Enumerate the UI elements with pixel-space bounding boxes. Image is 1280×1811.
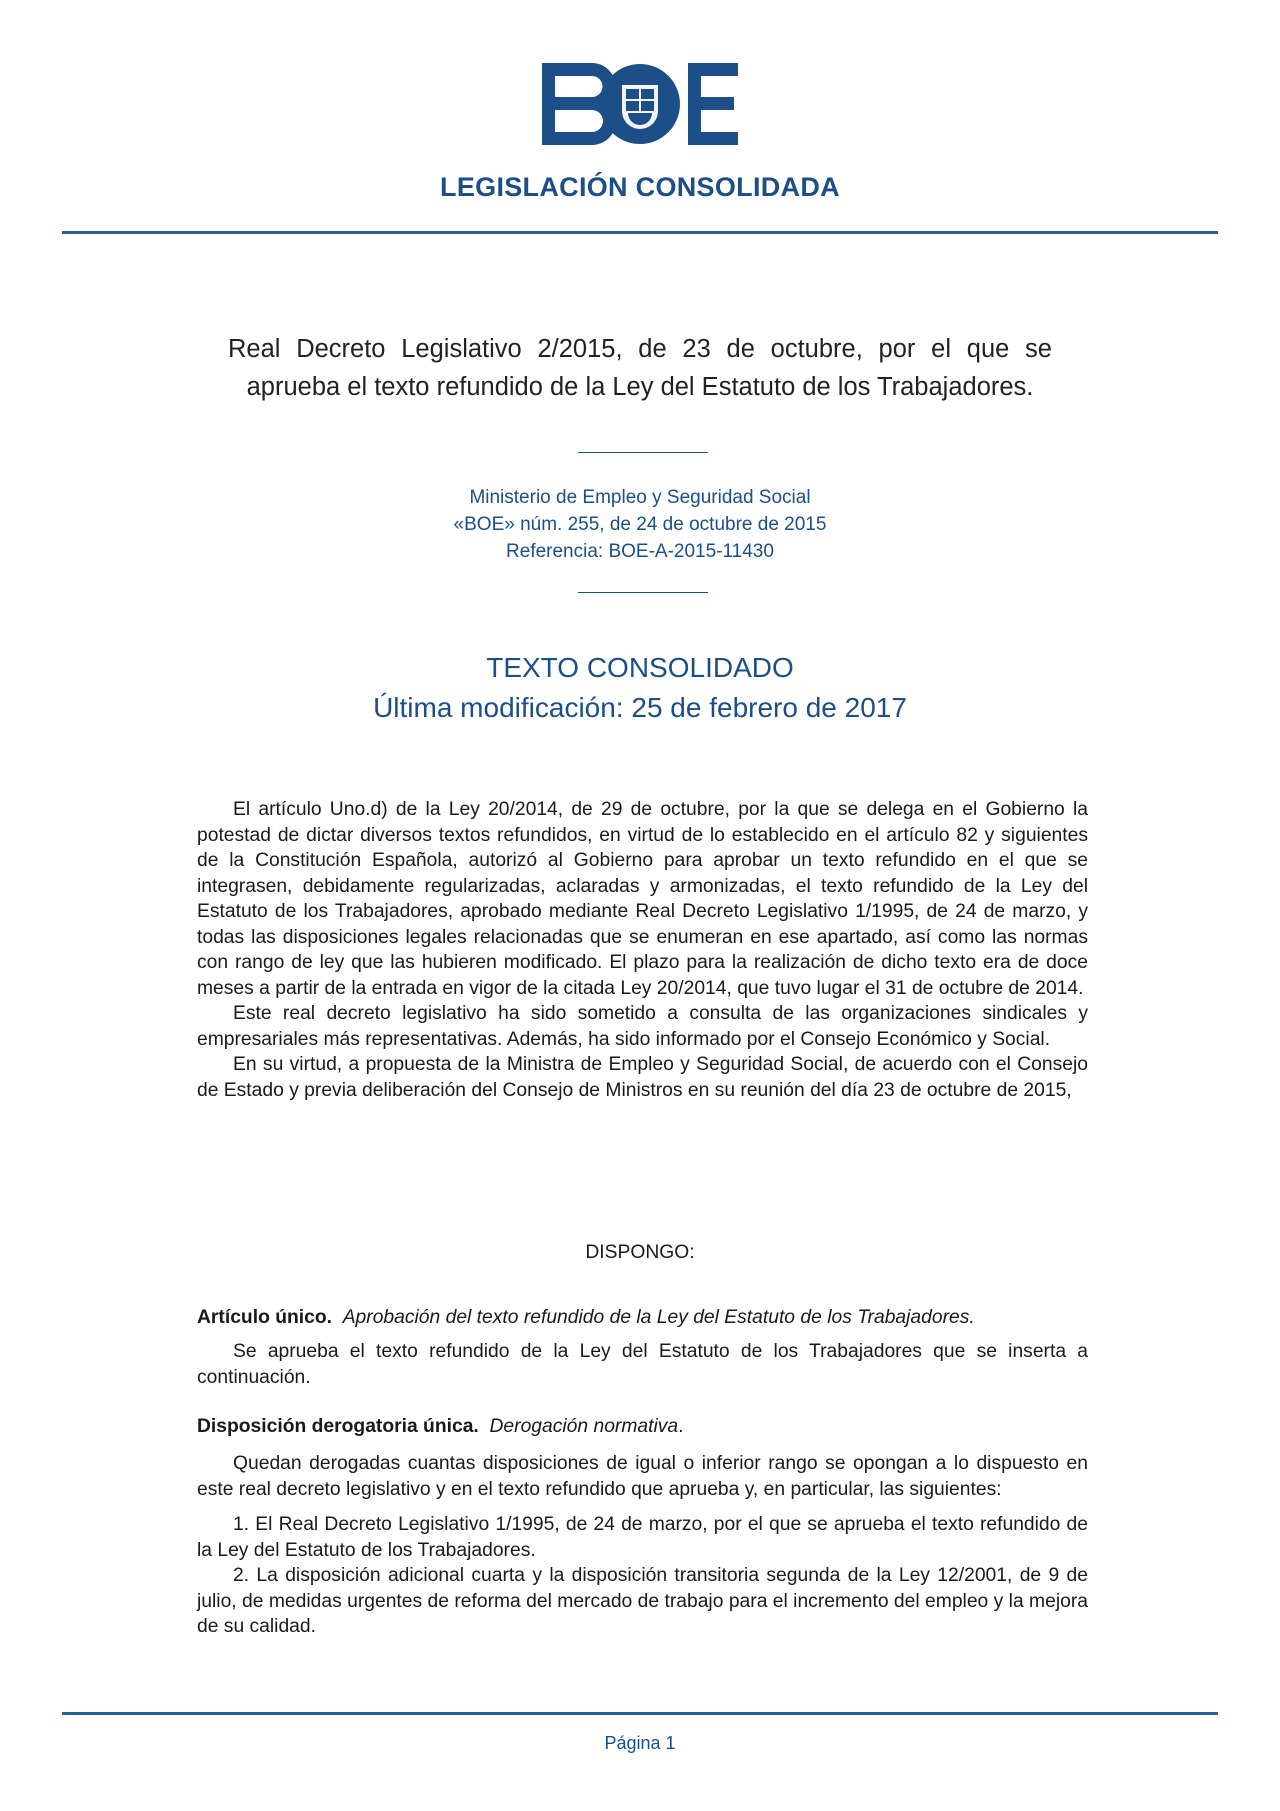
dispongo: DISPONGO: [585, 1242, 695, 1263]
collection-title: LEGISLACIÓN CONSOLIDADA [440, 172, 840, 202]
articulo-unico-title: Aprobación del texto refundido de la Ley del Estatuto de los Trabajadores. [342, 1307, 975, 1328]
last-modification: Última modificación: 25 de febrero de 2017 [373, 692, 907, 723]
derogatoria-item: 1. El Real Decreto Legislativo 1/1995, de 24 de marzo, por el que se aprueba el texto refundido de la Ley del Estatuto de los Trabajadores. [197, 1514, 1088, 1561]
preamble [197, 797, 1088, 1103]
derogatoria-title-suffix: . [678, 1416, 684, 1437]
preamble-paragraph: En su virtud, a propuesta de la Ministra de Empleo y Seguridad Social, de acuerdo con el Consejo de Estado y previa deliberación del Consejo de Ministros en su reunión del día 23 de octubre de 2015, [197, 1054, 1088, 1101]
derogatoria-body [197, 1451, 1088, 1640]
title-separator-top [578, 452, 708, 453]
publication-metadata [0, 484, 1280, 565]
title-separator-bottom [578, 592, 708, 593]
articulo-unico-label: Artículo único. [197, 1307, 332, 1328]
derogatoria-heading [197, 1416, 1088, 1438]
derogatoria-intro: Quedan derogadas cuantas disposiciones de igual o inferior rango se opongan a lo dispuesto en este real decreto legislativo y en el texto refundido que aprueba y, en particular, las siguientes: [197, 1453, 1088, 1500]
consolidated-label: TEXTO CONSOLIDADO [486, 652, 794, 683]
document-title: Real Decreto Legislativo 2/2015, de 23 de octubre, por el que se aprueba el texto refundido de la Ley del Estatuto de los Trabajadores. [228, 335, 1052, 401]
ministry: Ministerio de Empleo y Seguridad Social [469, 487, 811, 508]
page-number: Página 1 [604, 1733, 676, 1753]
derogatoria-item: 2. La disposición adicional cuarta y la disposición transitoria segunda de la Ley 12/2001, de 9 de julio, de medidas urgentes de reforma del mercado de trabajo para el incremento del empleo y la mejora de su calidad. [197, 1565, 1088, 1637]
preamble-paragraph: El artículo Uno.d) de la Ley 20/2014, de 29 de octubre, por la que se delega en el Gobierno la potestad de dictar diversos textos refundidos, en virtud de lo establecido en el artículo 82 y siguientes de la Constitución Española, autorizó al Gobierno para aprobar un texto refundido en el que se integrasen, debidamente regularizadas, aclaradas y armonizadas, el texto refundido de la Ley del Estatuto de los Trabajadores, aprobado mediante Real Decreto Legislativo 1/1995, de 24 de marzo, y todas las disposiciones legales relacionadas que se enumeran en ese apartado, así como las normas con rango de ley que las hubieren modificado. El plazo para la realización de dicho texto era de doce meses a partir de la entrada en vigor de la citada Ley 20/2014, que tuvo lugar el 31 de octubre de 2014. [197, 799, 1088, 999]
derogatoria-label: Disposición derogatoria única. [197, 1416, 479, 1437]
header-divider [62, 231, 1218, 234]
derogatoria-title: Derogación normativa [489, 1416, 679, 1437]
reference: Referencia: BOE-A-2015-11430 [506, 541, 774, 562]
footer-divider [62, 1712, 1218, 1715]
preamble-paragraph: Este real decreto legislativo ha sido sometido a consulta de las organizaciones sindicales y empresariales más representativas. Además, ha sido informado por el Consejo Económico y Social. [197, 1003, 1088, 1050]
articulo-unico-body [197, 1339, 1088, 1390]
articulo-unico-heading [197, 1307, 1088, 1329]
boe-number: «BOE» núm. 255, de 24 de octubre de 2015 [453, 514, 827, 535]
boe-logo [542, 63, 738, 145]
articulo-unico-text: Se aprueba el texto refundido de la Ley del Estatuto de los Trabajadores que se inserta a continuación. [197, 1341, 1088, 1388]
consolidation-block [0, 648, 1280, 728]
